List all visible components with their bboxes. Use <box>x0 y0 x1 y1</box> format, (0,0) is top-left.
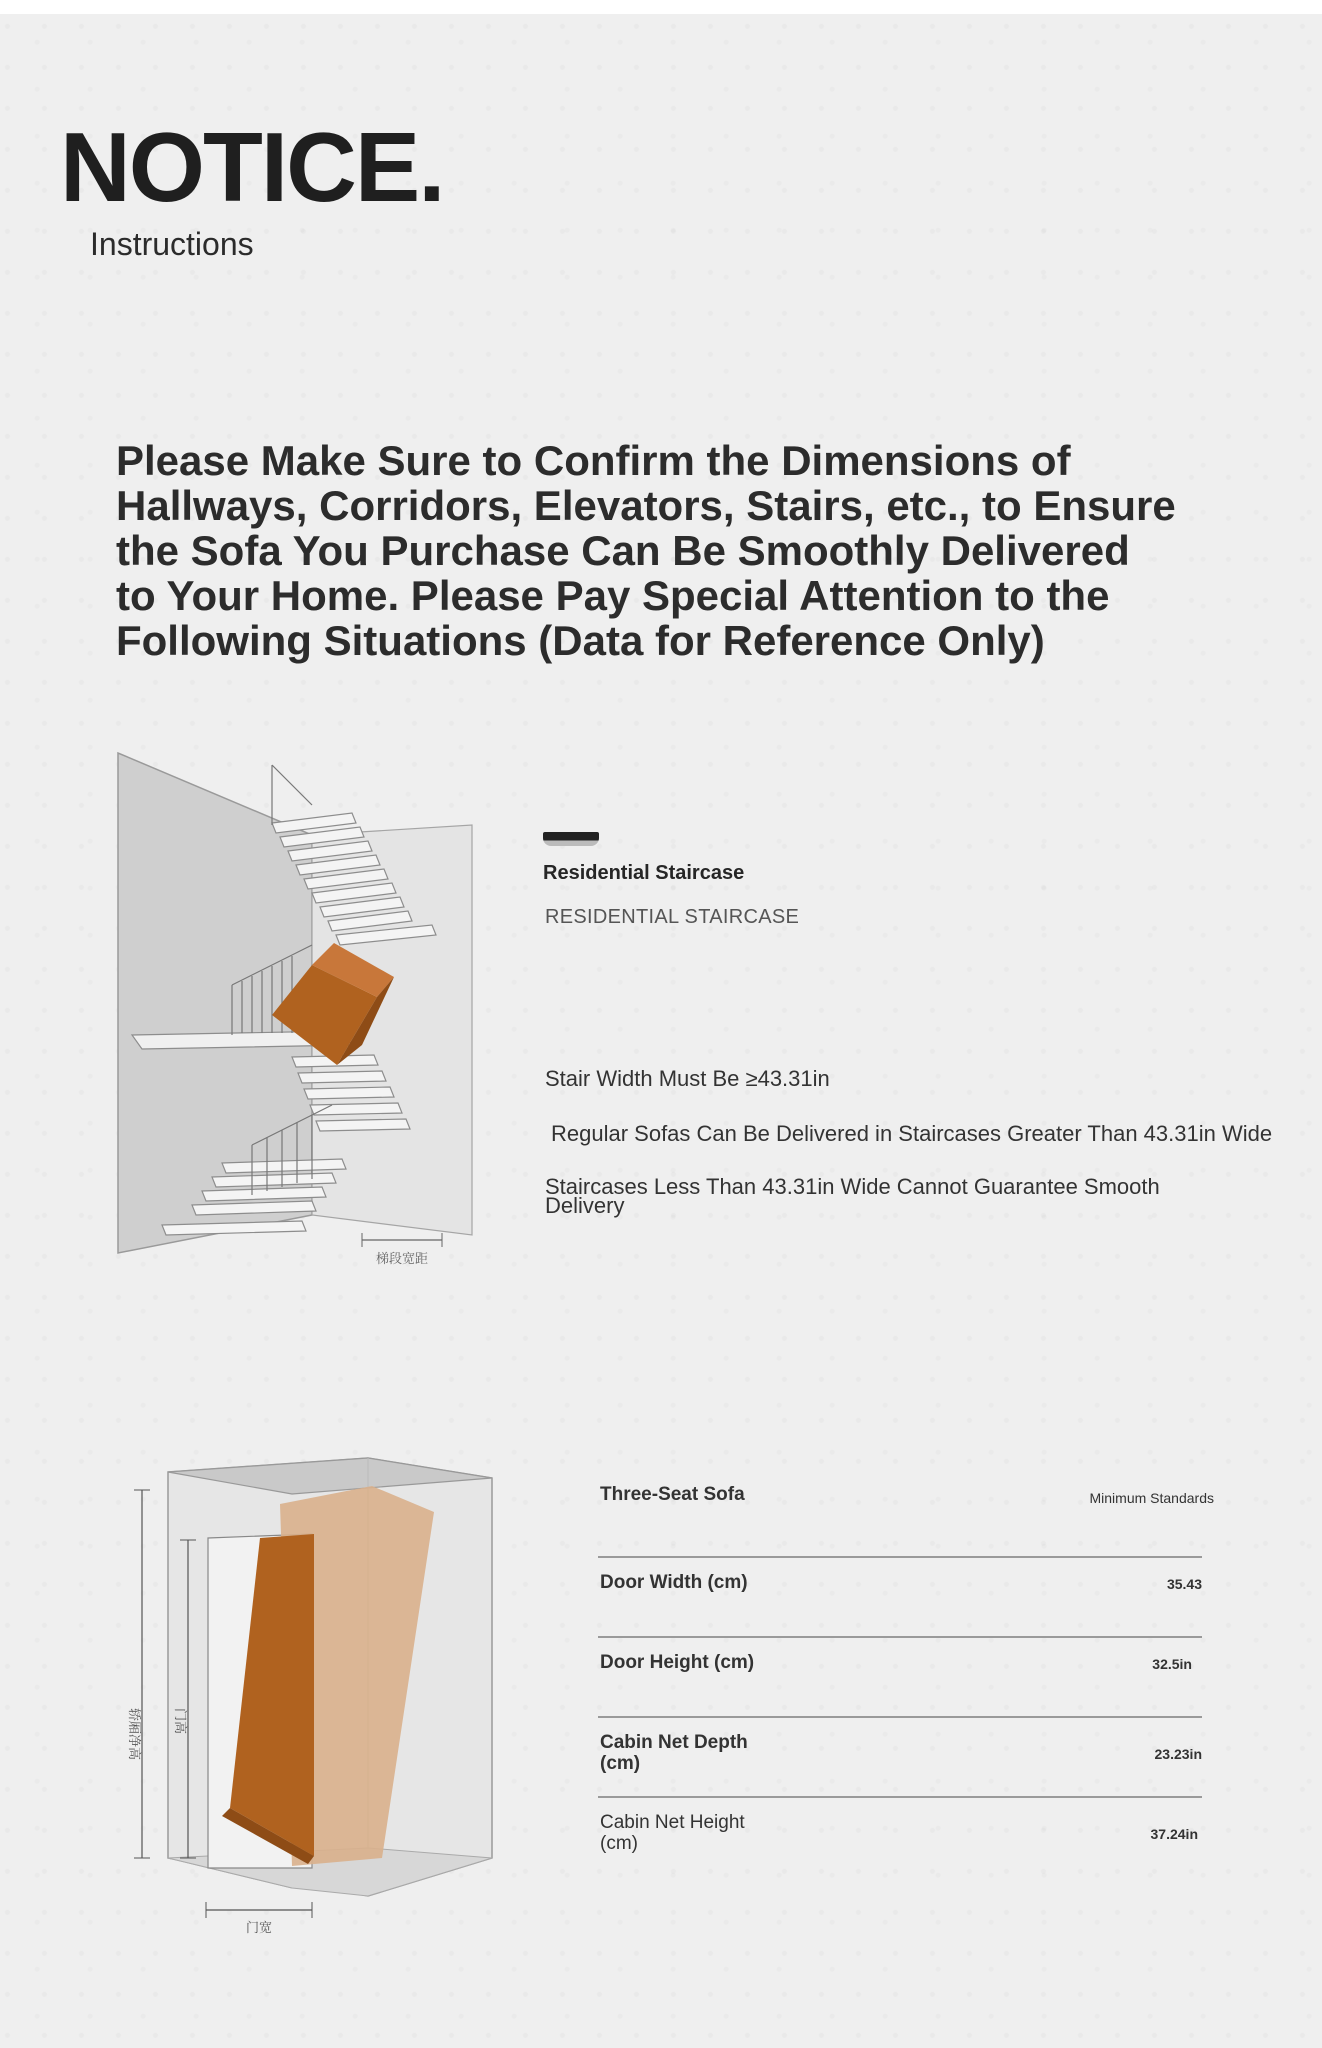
table-row-label: Door Width (cm) <box>600 1572 748 1593</box>
headline-text: Please Make Sure to Confirm the Dimensions of Hallways, Corridors, Elevators, Stairs, etc., to Ensure the Sofa You Purchase Can Be Smoothly Delivered to Your Home. Please Pay Special Attention to the Following Situations (Data for Reference Only) <box>116 437 1176 664</box>
stair-note-warning: Staircases Less Than 43.31in Wide Cannot Guarantee Smooth Delivery <box>545 1174 1160 1218</box>
staircase-subheading: RESIDENTIAL STAIRCASE <box>545 906 800 928</box>
stair-note-ok: Regular Sofas Can Be Delivered in Staircases Greater Than 43.31in Wide <box>551 1121 1273 1146</box>
notice-subtitle: Instructions <box>90 226 254 262</box>
stair-requirement: Stair Width Must Be ≥43.31in <box>545 1066 830 1091</box>
door-width-label: 门宽 <box>245 1921 273 1936</box>
table-row-value: 37.24in <box>1150 1826 1198 1842</box>
stair-width-label: 梯段宽距 <box>375 1252 429 1267</box>
notice-title: NOTICE. <box>60 112 444 222</box>
table-row-value: 35.43 <box>1166 1576 1202 1592</box>
table-header-label: Three-Seat Sofa <box>600 1484 745 1505</box>
top-band <box>0 0 1322 14</box>
dimensions-table <box>598 1478 1214 1876</box>
table-row <box>598 1798 1202 1876</box>
table-header-row <box>598 1478 1214 1558</box>
table-row <box>598 1638 1202 1718</box>
table-row <box>598 1718 1202 1798</box>
cabin-height-label: 轿厢净高 <box>126 1708 141 1761</box>
table-row-value: 23.23in <box>1154 1746 1202 1762</box>
table-row-label: Cabin Net Depth (cm) <box>600 1732 748 1774</box>
table-header-value: Minimum Standards <box>1089 1490 1214 1506</box>
table-row <box>598 1558 1202 1638</box>
table-row-value: 32.5in <box>1152 1656 1192 1672</box>
staircase-illustration <box>112 745 492 1275</box>
staircase-heading: Residential Staircase <box>543 862 745 884</box>
section-marker-icon <box>543 832 599 846</box>
table-row-label: Cabin Net Height (cm) <box>600 1812 745 1854</box>
elevator-illustration <box>112 1448 512 1938</box>
door-height-label: 门高 <box>172 1708 187 1735</box>
table-row-label: Door Height (cm) <box>600 1652 755 1673</box>
